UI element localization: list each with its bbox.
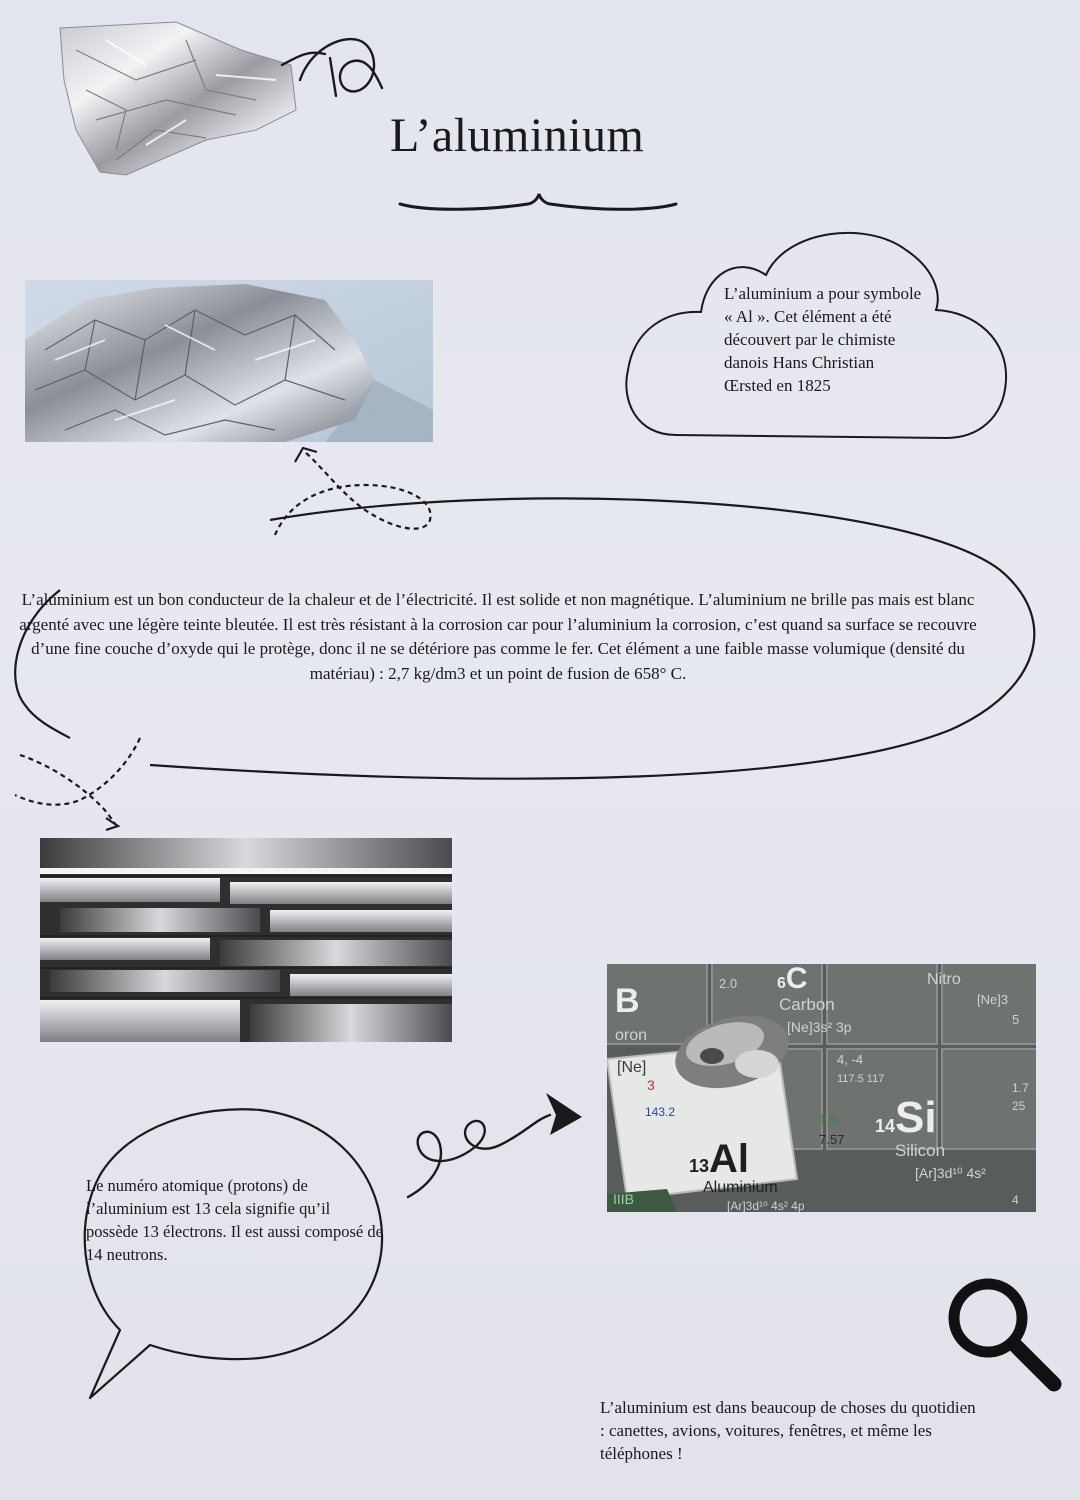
speech-bubble-text: Le numéro atomique (protons) de l’aluminium est 13 cela signifie qu’il possède 13 électrons. Il est aussi composé de 14 neutrons. [86, 1176, 383, 1264]
dashed-arrow-icon [265, 440, 445, 540]
handwritten-al-scribble [270, 10, 400, 120]
al-row3: 3 [647, 1077, 655, 1093]
magnifier-icon [940, 1270, 1070, 1400]
c-row: 4, -4 [837, 1052, 864, 1067]
c-row2: 117.5 117 [837, 1073, 885, 1085]
right-config: [Ne]3 [977, 992, 1009, 1007]
dashed-arrow-icon [10, 730, 170, 840]
right-num3: 5 [1012, 1012, 1020, 1027]
cloud-text: L’aluminium a pour symbole « Al ». Cet élément a été découvert par le chimiste danois Hans Christian Œrsted en 1825 [724, 284, 922, 395]
al-row1: 1.5 [819, 1112, 838, 1127]
c-top: 2.0 [719, 976, 738, 991]
si-config: [Ar]3d¹⁰ 4s² [915, 1165, 986, 1181]
c-symbol: C [785, 964, 808, 995]
si-symbol: Si [895, 1093, 937, 1142]
al-name: Aluminium [703, 1179, 778, 1196]
ellipse-text: L’aluminium est un bon conducteur de la chaleur et de l’électricité. Il est solide et non magnétique. L’aluminium ne brille pas mais est blanc argenté avec une légère teinte bleutée. Il est très résistant à la corrosion car pour l’aluminium la corrosion, c’est quand sa surface se recouvre d’une fine couche d’oxyde qui le protège, donc il ne se détériore pas comme le fer. Cet élément a une faible masse volumique (densité du matériau) : 2,7 kg/dm3 et un point de fusion de 658° C. [19, 590, 977, 683]
page-title: L’aluminium [390, 109, 645, 162]
al-config: [Ne] [617, 1059, 647, 1076]
bottom-config: [Ar]3d¹⁰ 4s² 4p [727, 1199, 805, 1212]
al-number: 13 [689, 1156, 710, 1176]
c-name: Carbon [779, 995, 835, 1014]
c-number: 6 [777, 975, 786, 992]
b-name: oron [615, 1027, 648, 1044]
si-number: 14 [875, 1116, 896, 1136]
right-num4: 4 [1012, 1193, 1019, 1207]
bottom-everyday-text: L’aluminium est dans beaucoup de choses du quotidien : canettes, avions, voitures, fenêtres, et même les téléphones ! [600, 1398, 976, 1463]
al-row2: 143.2 [645, 1105, 676, 1119]
crumpled-foil-photo [25, 280, 433, 442]
right-num1: 1.7 [1012, 1081, 1029, 1095]
b-symbol: B [615, 982, 640, 1020]
periodic-table-photo [607, 964, 1036, 1212]
al-mass: 7.57 [819, 1132, 845, 1147]
group-label: IIIB [613, 1191, 635, 1207]
aluminium-bars-photo [40, 838, 452, 1042]
right-num2: 25 [1012, 1099, 1026, 1113]
swirl-arrow-icon [400, 1085, 590, 1205]
al-symbol: Al [709, 1137, 750, 1181]
title-underline-flourish [398, 192, 678, 222]
si-name: Silicon [895, 1141, 946, 1160]
right-top: Nitro [927, 971, 961, 988]
c-config: [Ne]3s² 3p [787, 1019, 852, 1035]
